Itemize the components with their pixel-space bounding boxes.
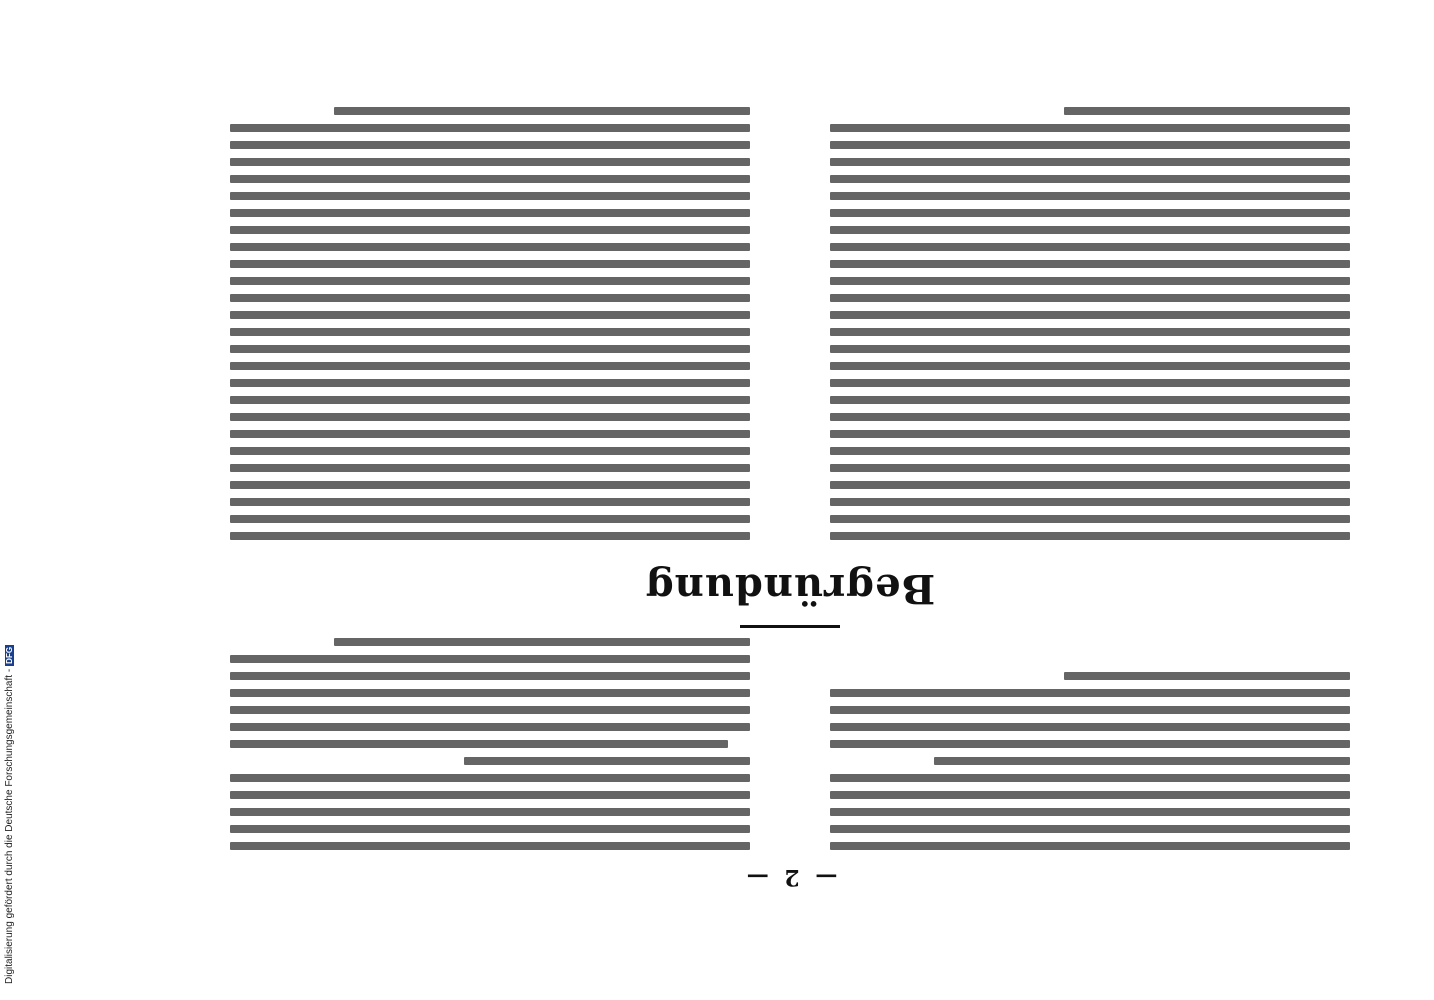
text-line xyxy=(230,515,750,523)
text-line xyxy=(230,498,750,506)
text-line xyxy=(830,481,1350,489)
text-line xyxy=(830,277,1350,285)
text-line xyxy=(830,328,1350,336)
text-line xyxy=(830,175,1350,183)
text-line xyxy=(830,158,1350,166)
text-line xyxy=(830,723,1350,731)
text-line xyxy=(830,124,1350,132)
column-bottom-left xyxy=(230,110,750,540)
text-line xyxy=(230,260,750,268)
text-line xyxy=(830,413,1350,421)
text-line xyxy=(230,723,750,731)
text-line xyxy=(830,379,1350,387)
text-line xyxy=(230,362,750,370)
column-top-left xyxy=(230,630,750,850)
text-line xyxy=(830,260,1350,268)
text-line xyxy=(830,842,1350,850)
text-line xyxy=(230,379,750,387)
credit-text: Digitalisierung gefördert durch die Deutsche Forschungsgemeinschaft - xyxy=(4,668,15,984)
text-line xyxy=(230,706,750,714)
text-line xyxy=(230,294,750,302)
text-line xyxy=(230,672,750,680)
text-line xyxy=(830,498,1350,506)
text-line xyxy=(1064,672,1350,680)
text-line xyxy=(230,532,750,540)
column-top-right xyxy=(830,630,1350,850)
text-line xyxy=(830,515,1350,523)
section-heading: Begründung xyxy=(644,565,936,612)
text-line xyxy=(830,226,1350,234)
text-line xyxy=(230,345,750,353)
text-line xyxy=(230,396,750,404)
text-line xyxy=(830,192,1350,200)
digitization-credit xyxy=(4,0,22,1000)
text-line xyxy=(830,808,1350,816)
text-line xyxy=(230,791,750,799)
text-line xyxy=(230,740,728,748)
text-line xyxy=(230,141,750,149)
text-line xyxy=(230,464,750,472)
text-line xyxy=(230,209,750,217)
text-line xyxy=(830,294,1350,302)
text-line xyxy=(830,447,1350,455)
text-line xyxy=(830,791,1350,799)
text-line xyxy=(230,413,750,421)
text-line xyxy=(230,689,750,697)
text-line xyxy=(1064,107,1350,115)
text-line xyxy=(830,243,1350,251)
text-line xyxy=(830,706,1350,714)
text-line xyxy=(830,532,1350,540)
document-sheet xyxy=(230,100,1350,890)
text-line xyxy=(230,430,750,438)
text-line xyxy=(230,226,750,234)
text-line xyxy=(230,808,750,816)
heading-rule xyxy=(740,625,840,628)
dfg-logo-icon: DFG xyxy=(5,646,14,664)
text-line xyxy=(230,158,750,166)
text-line xyxy=(230,192,750,200)
text-line xyxy=(230,328,750,336)
page-number: — 2 — xyxy=(742,864,838,890)
text-line xyxy=(830,825,1350,833)
text-line xyxy=(230,447,750,455)
text-line xyxy=(830,362,1350,370)
text-line xyxy=(830,396,1350,404)
text-line xyxy=(830,209,1350,217)
text-line xyxy=(230,277,750,285)
column-bottom-right xyxy=(830,110,1350,540)
text-line xyxy=(830,740,1350,748)
text-line xyxy=(830,774,1350,782)
text-line xyxy=(230,175,750,183)
text-line xyxy=(334,107,750,115)
text-line xyxy=(830,430,1350,438)
text-line xyxy=(830,689,1350,697)
text-line xyxy=(230,842,750,850)
text-line xyxy=(230,124,750,132)
text-line xyxy=(830,345,1350,353)
text-line xyxy=(934,757,1350,765)
text-line xyxy=(230,243,750,251)
text-line xyxy=(464,757,750,765)
text-line xyxy=(334,638,750,646)
text-line xyxy=(830,464,1350,472)
text-line xyxy=(830,311,1350,319)
text-line xyxy=(830,141,1350,149)
text-line xyxy=(230,825,750,833)
text-line xyxy=(230,311,750,319)
text-line xyxy=(230,774,750,782)
text-line xyxy=(230,655,750,663)
text-line xyxy=(230,481,750,489)
